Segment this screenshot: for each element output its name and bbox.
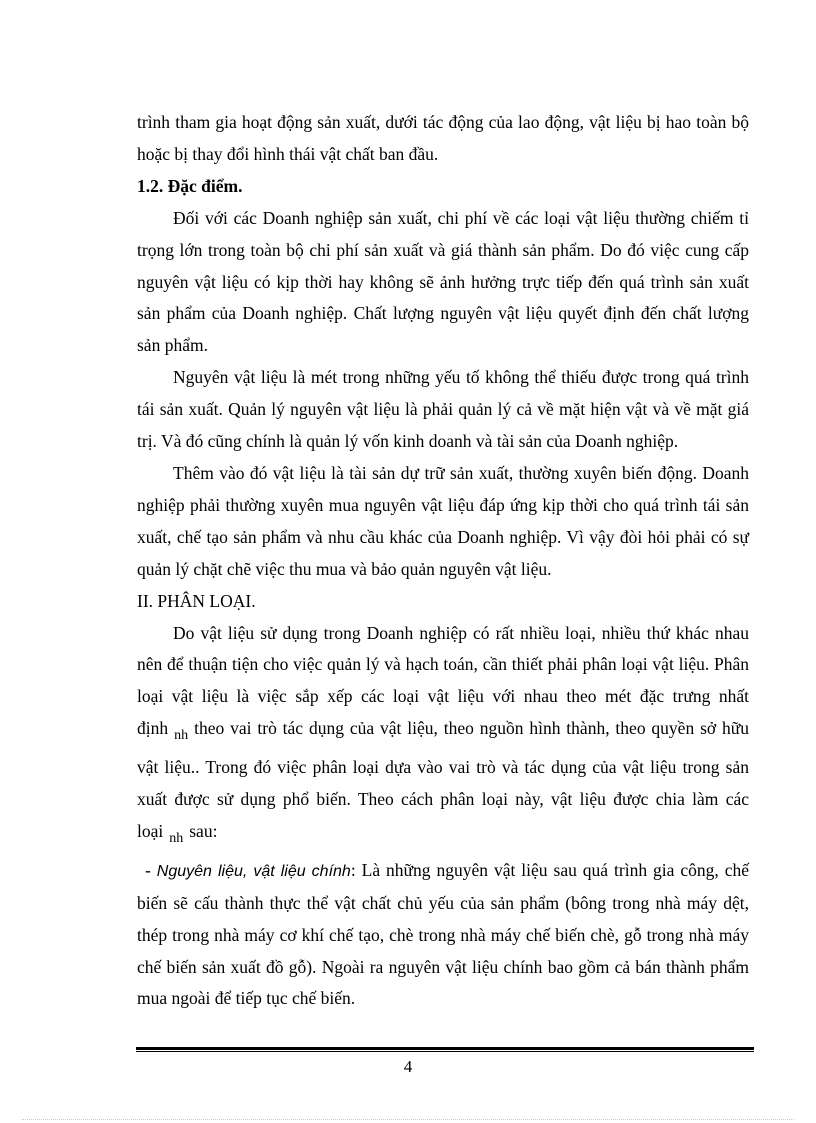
paragraph-text: theo vai trò tác dụng của vật liệu, theo nguồn hình thành, theo quyền sở hữu vật liệu.. Trong đó việc phân loại dựa vào vai trò và tác dụng của vật liệu trong sản xuất được sử dụng phổ biến. Theo cách phân loại này, vật liệu được chia làm các loại: [137, 718, 749, 841]
list-item-term: Nguyên liệu, vật liệu chính: [156, 862, 351, 880]
paragraph-characteristics-3: Thêm vào đó vật liệu là tài sản dự trữ sản xuất, thường xuyên biến động. Doanh nghiệp phải thường xuyên mua nguyên vật liệu đáp ứng kịp thời cho quá trình tái sản xuất, chế tạo sản phẩm và nhu cầu khác của Doanh nghiệp. Vì vậy đòi hỏi phải có sự quản lý chặt chẽ việc thu mua và bảo quản nguyên vật liệu.: [137, 462, 749, 579]
page-body: [137, 107, 749, 1015]
list-item-definition: : Là những nguyên vật liệu sau quá trình gia công, chế biến sẽ cấu thành thực thể vật chất chủ yếu của sản phẩm (bông trong nhà máy dệt, thép trong nhà máy cơ khí chế tạo, chè trong nhà máy chế biến chè, gỗ trong nhà máy chế biến sản xuất đồ gỗ). Ngoài ra nguyên vật liệu chính bao gồm cả bán thành phẩm mua ngoài để tiếp tục chế biến.: [137, 859, 750, 1009]
subscript-mark: nh: [169, 830, 184, 846]
paragraph-text: sau:: [189, 820, 218, 841]
footer-rule-thick: [136, 1047, 754, 1050]
paragraph-continuation: trình tham gia hoạt động sản xuất, dưới tác động của lao động, vật liệu bị hao toàn bộ hoặc bị thay đổi hình thái vật chất ban đầu.: [137, 112, 749, 164]
paragraph-classification: [137, 618, 749, 855]
paragraph-characteristics-2: Nguyên vật liệu là mét trong những yếu tố không thể thiếu được trong quá trình tái sản xuất. Quản lý nguyên vật liệu là phải quản lý cả về mặt hiện vật và về mặt giá trị. Và đó cũng chính là quản lý vốn kinh doanh và tài sản của Doanh nghiệp.: [137, 367, 749, 452]
footer-rule-thin: [136, 1051, 754, 1052]
list-item-main-materials: [137, 855, 749, 1016]
page-number: 4: [403, 1057, 413, 1076]
section-heading-1-2: 1.2. Đặc điểm.: [137, 175, 243, 196]
paragraph-text: Do vật liệu sử dụng trong Doanh nghiệp có rất nhiều loại, nhiều thứ khác nhau nên để thuận tiện cho việc quản lý và hạch toán, cần thiết phải phân loại vật liệu. Phân loại vật liệu là việc sắp xếp các loại vật liệu với nhau theo mét đặc trưng nhất định: [137, 622, 749, 739]
list-dash: -: [145, 859, 157, 880]
paragraph-characteristics-1: Đối với các Doanh nghiệp sản xuất, chi phí về các loại vật liệu thường chiếm tỉ trọng lớn trong toàn bộ chi phí sản xuất và giá thành sản phẩm. Do đó việc cung cấp nguyên vật liệu có kịp thời hay không sẽ ảnh hưởng trực tiếp đến quá trình sản xuất sản phẩm của Doanh nghiệp. Chất lượng nguyên vật liệu quyết định đến chất lượng sản phẩm.: [137, 207, 749, 356]
section-heading-ii: II. PHÂN LOẠI.: [137, 590, 256, 611]
subscript-mark: nh: [174, 728, 189, 744]
page-edge-divider: [22, 1119, 794, 1120]
